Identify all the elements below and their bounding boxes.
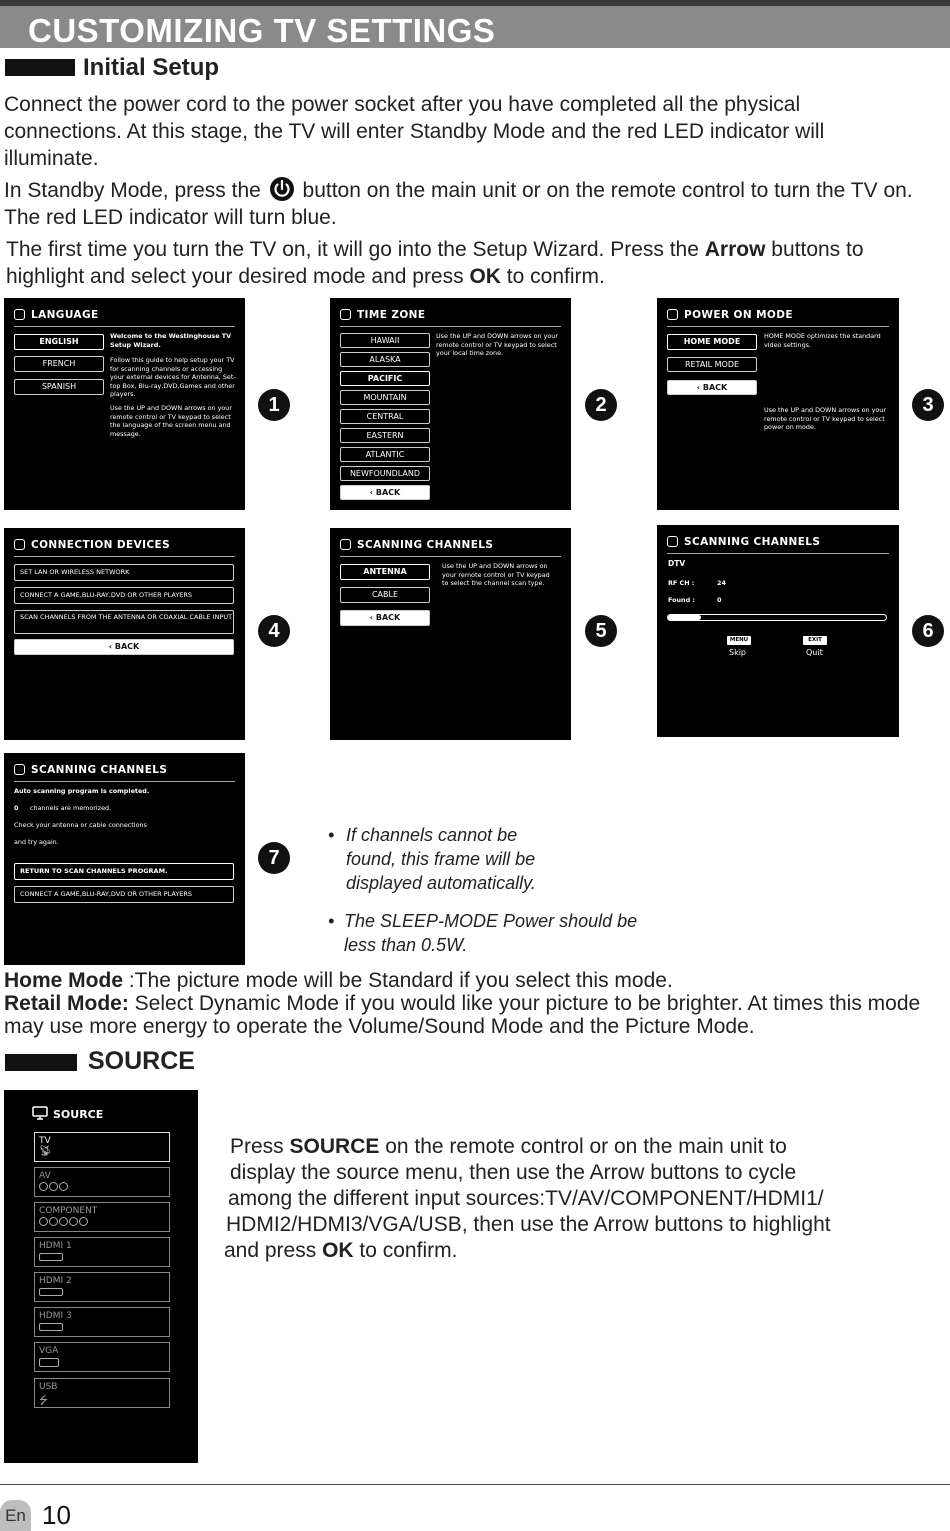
ring-icon bbox=[14, 309, 25, 320]
divider bbox=[340, 556, 561, 557]
para2-text-before: In Standby Mode, press the bbox=[4, 179, 261, 202]
scan-channels-option[interactable]: SCAN CHANNELS FROM THE ANTENNA OR COAXIAL CABLE INPUT bbox=[14, 610, 234, 634]
divider bbox=[667, 326, 889, 327]
home-mode-hint: HOME MODE optimizes the standard video settings. bbox=[764, 332, 881, 349]
source-item-label: HDMI 2 bbox=[39, 1276, 72, 1286]
source-item-label: COMPONENT bbox=[39, 1206, 98, 1216]
timezone-option[interactable]: NEWFOUNDLAND bbox=[340, 466, 430, 481]
step-number-4: 4 bbox=[258, 615, 290, 647]
source-menu-title bbox=[32, 1106, 103, 1121]
rf-channel-label: RF CH : bbox=[668, 579, 695, 587]
divider bbox=[14, 781, 235, 782]
source-text-a: on the remote control or on the main unit to bbox=[379, 1135, 787, 1158]
dtv-label: DTV bbox=[668, 559, 686, 568]
source-item-tv[interactable] bbox=[34, 1132, 170, 1162]
source-item-label: AV bbox=[39, 1171, 51, 1181]
source-item-label: VGA bbox=[39, 1346, 59, 1356]
menu-key[interactable]: MENU bbox=[727, 636, 751, 645]
source-instructions bbox=[224, 1134, 939, 1264]
note-bullet: • bbox=[328, 825, 335, 845]
language-option-spanish[interactable]: SPANISH bbox=[14, 379, 104, 395]
back-chevron-icon: ‹ bbox=[108, 642, 115, 651]
ok-word: OK bbox=[322, 1239, 354, 1262]
ring-icon bbox=[340, 539, 351, 550]
note-bullet: • bbox=[328, 911, 335, 931]
screen-title-text: LANGUAGE bbox=[31, 309, 99, 321]
note-channels-not-found: If channels cannot be found, this frame will be displayed automatically. bbox=[346, 825, 536, 893]
memorized-text: channels are memorized. bbox=[30, 804, 112, 812]
hint-text: Use the UP and DOWN arrows on your remote control or TV keypad to select your local time zone. bbox=[436, 332, 558, 358]
source-line-1 bbox=[224, 1134, 939, 1160]
source-menu-panel bbox=[4, 1090, 198, 1463]
screen-scanning-completed bbox=[4, 753, 245, 965]
scan-progress-fill bbox=[668, 615, 701, 620]
source-item-label: USB bbox=[39, 1382, 58, 1392]
section-bar bbox=[5, 1054, 77, 1071]
step-number-5: 5 bbox=[585, 615, 617, 647]
screen-time-zone bbox=[330, 298, 571, 510]
language-badge: En bbox=[0, 1500, 31, 1531]
screen-connection-devices bbox=[4, 528, 245, 740]
ring-icon bbox=[14, 764, 25, 775]
source-line-2: display the source menu, then use the Arrow buttons to cycle bbox=[230, 1161, 797, 1184]
exit-key[interactable]: EXIT bbox=[803, 636, 827, 645]
connect-player-option[interactable]: CONNECT A GAME,BLU-RAY,DVD OR OTHER PLAYERS bbox=[14, 587, 234, 604]
scan-progress-bar bbox=[667, 614, 887, 621]
hdmi-port-icon bbox=[39, 1323, 63, 1331]
screen-title bbox=[14, 539, 170, 551]
screen-title-text: SCANNING CHANNELS bbox=[31, 764, 168, 776]
hint-text: Use the UP and DOWN arrows on your remote control or TV keypad to select the channel scan type. bbox=[442, 562, 550, 588]
timezone-option[interactable]: ALASKA bbox=[340, 352, 430, 367]
component-jacks-icon bbox=[39, 1219, 89, 1229]
source-text-e1: and press bbox=[224, 1239, 323, 1262]
back-label: BACK bbox=[114, 642, 140, 651]
network-option[interactable]: SET LAN OR WIRELESS NETWORK bbox=[14, 564, 234, 581]
divider bbox=[340, 326, 561, 327]
section-heading-initial-setup: Initial Setup bbox=[83, 54, 220, 81]
para3-text-c: to confirm. bbox=[500, 265, 605, 288]
skip-label: Skip bbox=[729, 648, 747, 657]
press-word: Press bbox=[230, 1135, 290, 1158]
try-again-text: and try again. bbox=[14, 838, 59, 846]
hint-text: Use the UP and DOWN arrows on your remote control or TV keypad to select the language of the screen menu and message. bbox=[110, 404, 232, 438]
found-label: Found : bbox=[668, 596, 695, 604]
setup-paragraph-1: Connect the power cord to the power socket after you have completed all the physical connections. At this stage, the TV will enter Standby Mode and the red LED indicator will illuminate. bbox=[4, 93, 825, 170]
home-mode-text: :The picture mode will be Standard if you select this mode. bbox=[123, 969, 673, 992]
screen-title bbox=[14, 309, 99, 321]
antenna-icon: 📡︎ bbox=[39, 1146, 52, 1157]
back-button[interactable] bbox=[340, 610, 430, 626]
divider bbox=[667, 553, 889, 554]
ring-icon bbox=[340, 309, 351, 320]
para3-ok-word: OK bbox=[469, 265, 501, 288]
page-number: 10 bbox=[42, 1500, 71, 1530]
source-item-usb[interactable] bbox=[34, 1378, 170, 1408]
screen-power-on-mode bbox=[657, 298, 899, 510]
back-button[interactable] bbox=[14, 639, 234, 655]
power-icon bbox=[269, 176, 295, 202]
para3-text-a: The first time you turn the TV on, it will go into the Setup Wizard. Press the bbox=[6, 238, 705, 261]
channel-count: 0 bbox=[14, 804, 19, 812]
screen-title-text: SCANNING CHANNELS bbox=[684, 536, 821, 548]
step-number-3: 3 bbox=[912, 389, 944, 421]
ring-icon bbox=[14, 539, 25, 550]
step-number-1: 1 bbox=[258, 389, 290, 421]
back-chevron-icon: ‹ bbox=[369, 613, 376, 622]
source-item-hdmi2[interactable] bbox=[34, 1272, 170, 1302]
timezone-option[interactable]: HAWAII bbox=[340, 333, 430, 348]
source-text-e2: to confirm. bbox=[353, 1239, 458, 1262]
screen-title-text: SCANNING CHANNELS bbox=[357, 539, 494, 551]
note-sleep-mode: The SLEEP-MODE Power should be less than 0.5W. bbox=[344, 911, 638, 955]
hdmi-port-icon bbox=[39, 1288, 63, 1296]
screen-title-text: CONNECTION DEVICES bbox=[31, 539, 171, 551]
language-option-french[interactable]: FRENCH bbox=[14, 356, 104, 372]
return-to-scan-option[interactable]: RETURN TO SCAN CHANNELS PROGRAM. bbox=[14, 863, 234, 880]
hint-text: Use the UP and DOWN arrows on your remote control or TV keypad to select power on mode. bbox=[764, 406, 886, 432]
screen-scanning-progress bbox=[657, 525, 899, 737]
source-item-av[interactable] bbox=[34, 1167, 170, 1197]
screen-title bbox=[340, 539, 493, 551]
para2-text-after: button on the main unit or on the remote control to turn the TV on. The red LED indicator will turn blue. bbox=[4, 179, 913, 229]
rf-channel-value: 24 bbox=[717, 579, 726, 587]
source-item-label: TV bbox=[39, 1136, 51, 1146]
back-button[interactable] bbox=[667, 380, 757, 395]
connect-player-option[interactable]: CONNECT A GAME,BLU-RAY,DVD OR OTHER PLAYERS bbox=[14, 886, 234, 903]
timezone-option[interactable]: EASTERN bbox=[340, 428, 430, 443]
source-item-hdmi1[interactable] bbox=[34, 1237, 170, 1267]
ring-icon bbox=[667, 536, 678, 547]
hdmi-port-icon bbox=[39, 1253, 63, 1261]
source-line-3: among the different input sources:TV/AV/COMPONENT/HDMI1/ bbox=[228, 1187, 824, 1210]
source-item-vga[interactable] bbox=[34, 1342, 170, 1372]
timezone-option[interactable]: PACIFIC bbox=[340, 371, 430, 386]
language-option-english[interactable]: ENGLISH bbox=[14, 334, 104, 350]
screen-title-text: TIME ZONE bbox=[357, 309, 426, 321]
screen-title bbox=[14, 764, 167, 776]
screen-scanning-channels-type bbox=[330, 528, 571, 740]
monitor-icon bbox=[32, 1106, 48, 1120]
usb-icon: ⭍ bbox=[39, 1394, 49, 1407]
source-item-label: HDMI 1 bbox=[39, 1241, 72, 1251]
source-line-5 bbox=[224, 1238, 939, 1264]
found-value: 0 bbox=[717, 596, 722, 604]
timezone-option[interactable]: CENTRAL bbox=[340, 409, 430, 424]
divider bbox=[14, 326, 235, 327]
timezone-option[interactable]: MOUNTAIN bbox=[340, 390, 430, 405]
screen-title-text: POWER ON MODE bbox=[684, 309, 793, 321]
screen-language bbox=[4, 298, 245, 510]
source-menu-title-text: SOURCE bbox=[53, 1108, 104, 1121]
retail-mode-option[interactable]: RETAIL MODE bbox=[667, 357, 757, 372]
rca-jacks-icon bbox=[39, 1184, 69, 1194]
follow-text: Follow this guide to help setup your TV for scanning channels or accessing your external devices for Antenna, Set-top Box, Blu-ray,DVD,Games and other players. bbox=[110, 356, 236, 399]
timezone-option[interactable]: ATLANTIC bbox=[340, 447, 430, 462]
screen-title bbox=[667, 309, 793, 321]
step-number-2: 2 bbox=[585, 389, 617, 421]
back-label: BACK bbox=[375, 613, 401, 622]
vga-port-icon bbox=[39, 1358, 59, 1367]
screen-title bbox=[340, 309, 425, 321]
divider bbox=[14, 556, 235, 557]
retail-mode-text: Select Dynamic Mode if you would like your picture to be brighter. At times this mode may use more energy to operate the Volume/Sound Mode and the Picture Mode. bbox=[4, 992, 921, 1038]
retail-mode-label: Retail Mode: bbox=[4, 992, 129, 1015]
antenna-option[interactable]: ANTENNA bbox=[340, 564, 430, 580]
section-bar bbox=[5, 59, 75, 76]
para3-arrow-word: Arrow bbox=[704, 238, 766, 261]
check-antenna-text: Check your antenna or cable connections bbox=[14, 821, 147, 829]
source-word: SOURCE bbox=[289, 1135, 380, 1158]
ring-icon bbox=[667, 309, 678, 320]
step-number-6: 6 bbox=[912, 615, 944, 647]
home-mode-label: Home Mode bbox=[4, 969, 124, 992]
back-button[interactable] bbox=[340, 485, 430, 500]
setup-paragraph-3 bbox=[6, 236, 946, 290]
setup-paragraph-2 bbox=[4, 176, 946, 231]
back-chevron-icon: ‹ bbox=[369, 488, 376, 497]
step-number-7: 7 bbox=[258, 842, 290, 874]
back-label: BACK bbox=[375, 488, 401, 497]
cable-option[interactable]: CABLE bbox=[340, 587, 430, 603]
source-item-hdmi3[interactable] bbox=[34, 1307, 170, 1337]
home-mode-option[interactable]: HOME MODE bbox=[667, 334, 757, 350]
source-item-component[interactable] bbox=[34, 1202, 170, 1232]
para3-text-b: buttons to highlight and select your desired mode and press bbox=[6, 238, 864, 288]
back-chevron-icon: ‹ bbox=[696, 383, 703, 392]
quit-label: Quit bbox=[806, 648, 823, 657]
back-label: BACK bbox=[702, 383, 728, 392]
footer-rule bbox=[0, 1484, 950, 1485]
section-heading-source: SOURCE bbox=[88, 1047, 195, 1075]
scan-complete-text: Auto scanning program is completed. bbox=[14, 787, 150, 795]
welcome-text: Welcome to the Westinghouse TV Setup Wizard. bbox=[110, 332, 232, 349]
modes-description bbox=[4, 969, 946, 1038]
source-line-4: HDMI2/HDMI3/VGA/USB, then use the Arrow buttons to highlight bbox=[226, 1213, 831, 1236]
source-item-label: HDMI 3 bbox=[39, 1311, 72, 1321]
screen-title bbox=[667, 536, 820, 548]
page-title: CUSTOMIZING TV SETTINGS bbox=[28, 12, 496, 49]
